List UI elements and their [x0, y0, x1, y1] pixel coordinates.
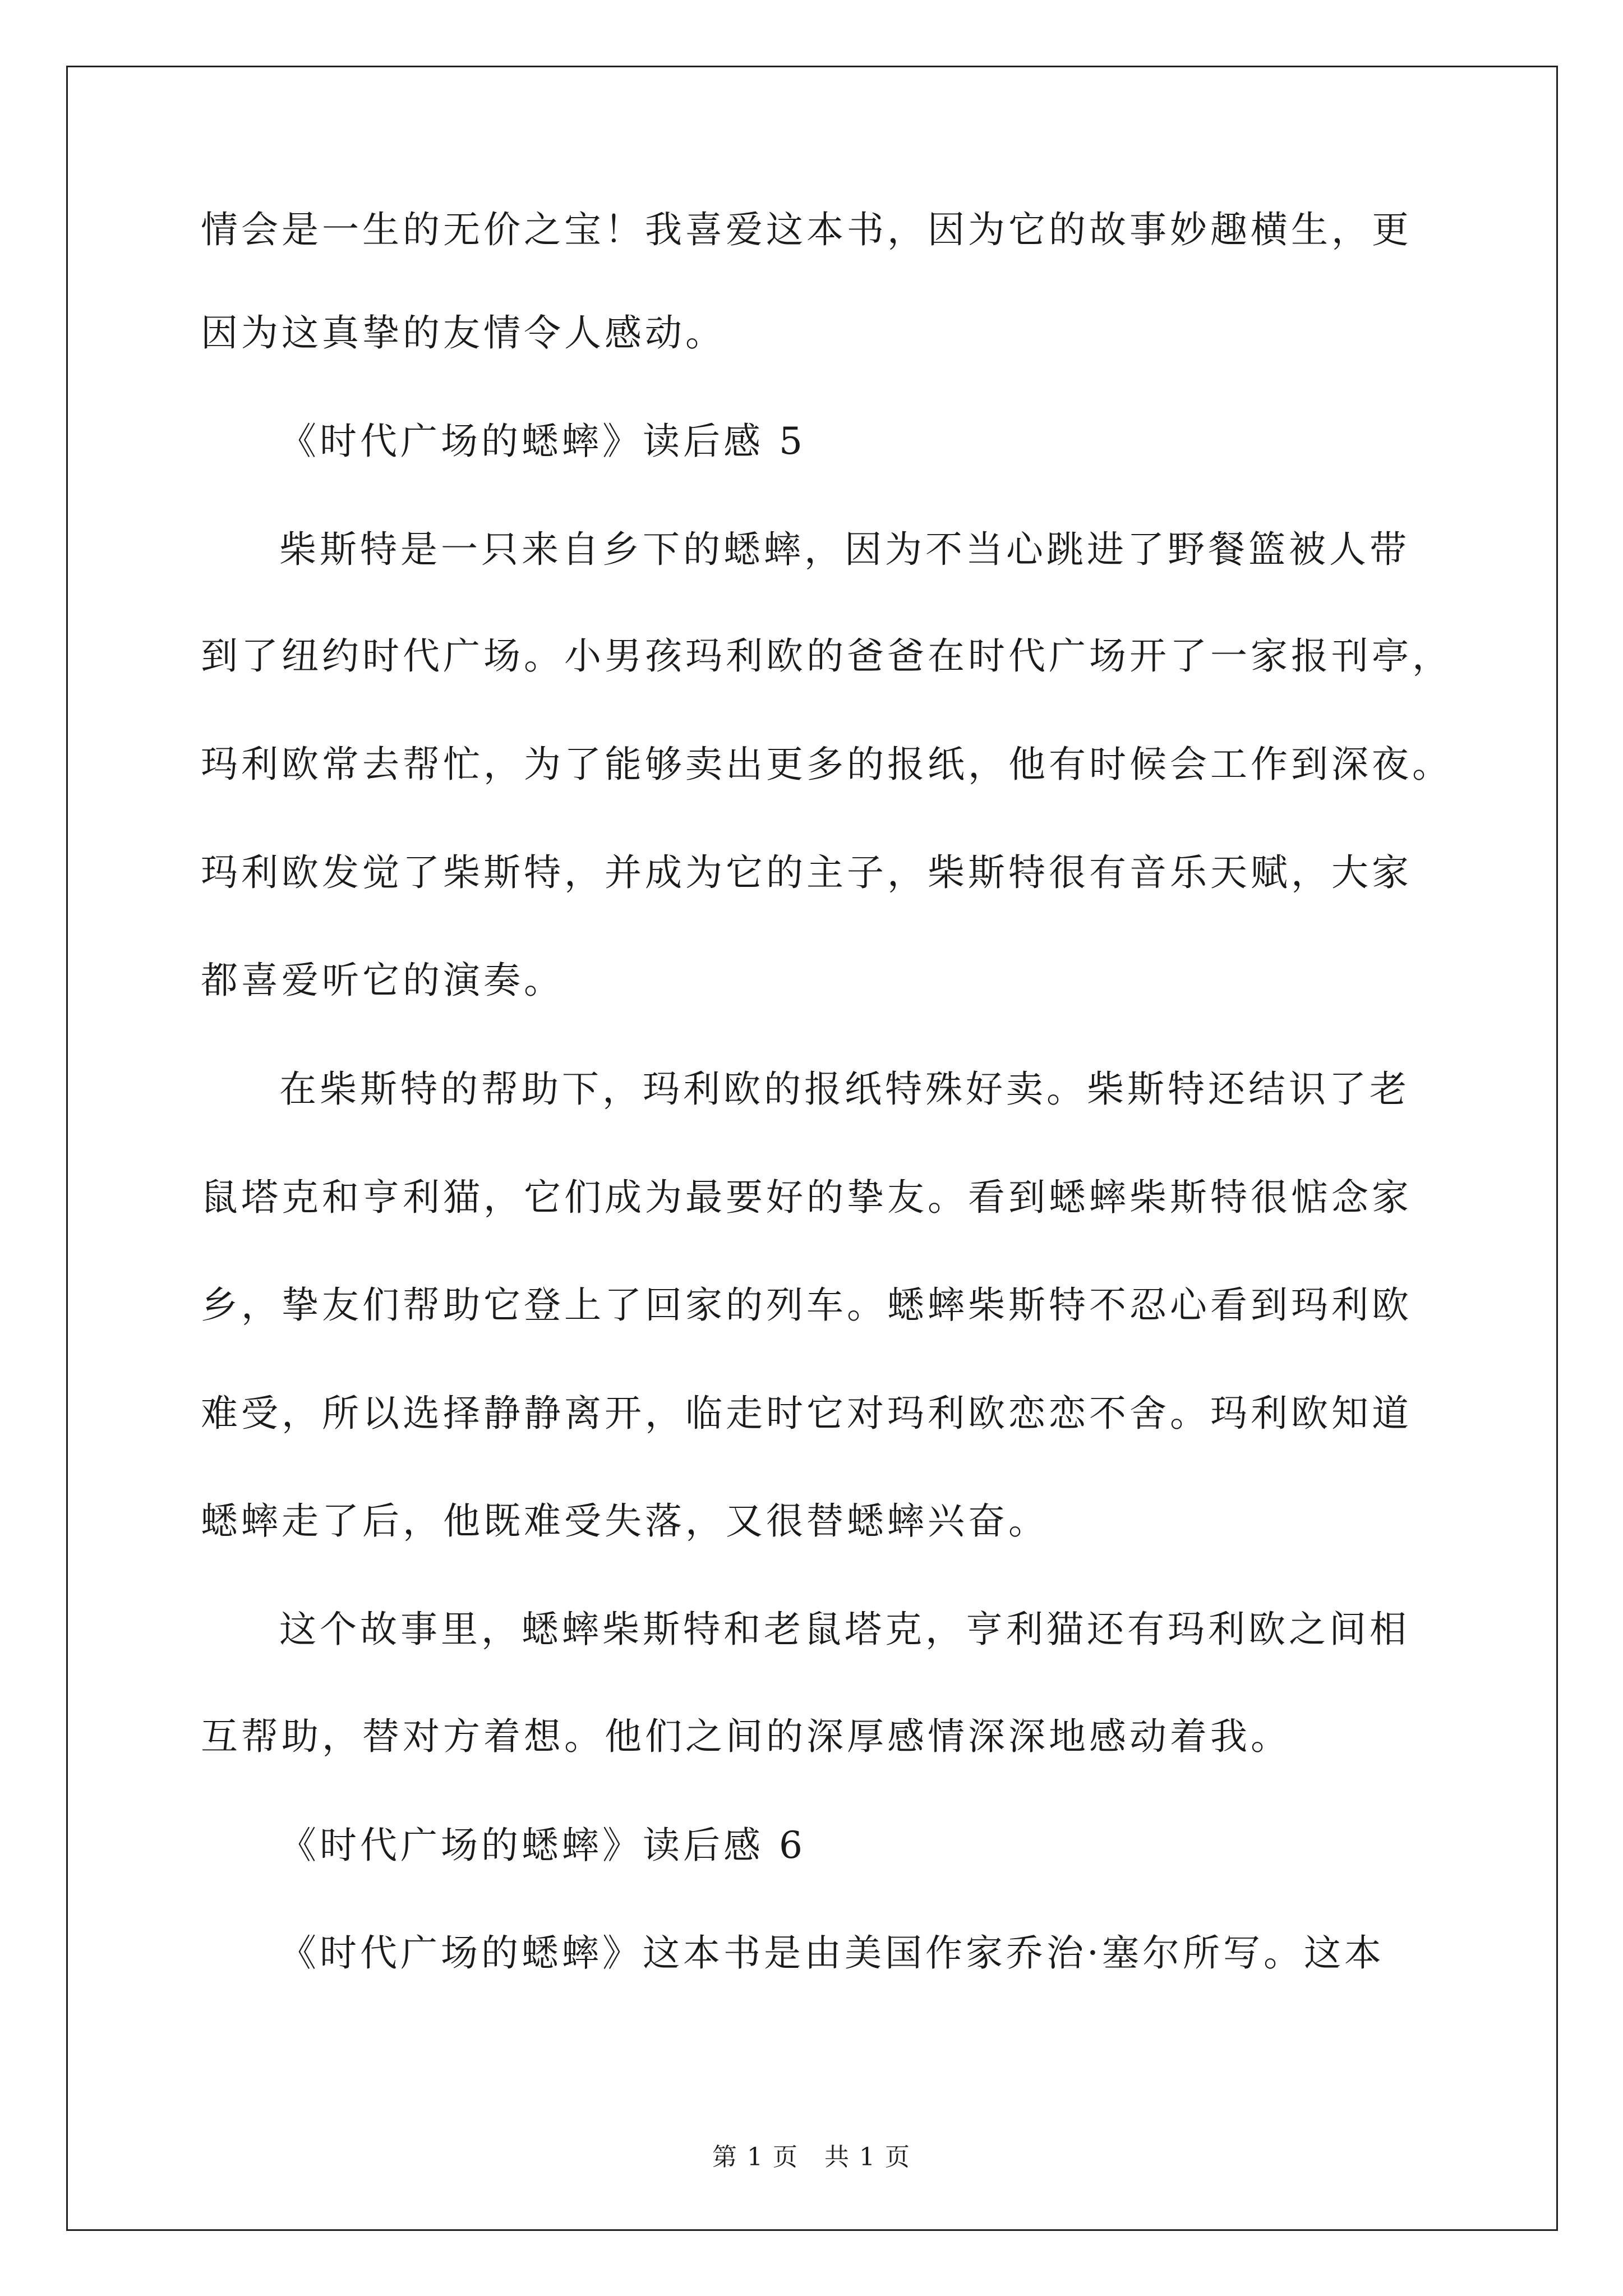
page-border: [66, 66, 1558, 2231]
text-line: 柴斯特是一只来自乡下的蟋蟀，因为不当心跳进了野餐篮被人带: [279, 528, 1410, 571]
text-line: 都喜爱听它的演奏。: [201, 959, 564, 1002]
text-line: 在柴斯特的帮助下，玛利欧的报纸特殊好卖。柴斯特还结识了老: [279, 1068, 1410, 1111]
section-heading: 《时代广场的蟋蟀》读后感 6: [279, 1824, 806, 1867]
page-footer: 第 1 页 共 1 页: [712, 2143, 911, 2171]
text-line: 乡，挚友们帮助它登上了回家的列车。蟋蟀柴斯特不忍心看到玛利欧: [201, 1283, 1412, 1327]
text-line: 《时代广场的蟋蟀》这本书是由美国作家乔治·塞尔所写。这本: [279, 1931, 1385, 1975]
text-line: 到了纽约时代广场。小男孩玛利欧的爸爸在时代广场开了一家报刊亭，: [201, 634, 1453, 678]
text-line: 因为这真挚的友情令人感动。: [201, 311, 726, 355]
text-line: 玛利欧发觉了柴斯特，并成为它的主子，柴斯特很有音乐天赋，大家: [201, 851, 1412, 894]
text-line: 情会是一生的无价之宝！我喜爱这本书，因为它的故事妙趣横生，更: [201, 208, 1412, 251]
section-heading: 《时代广场的蟋蟀》读后感 5: [279, 420, 806, 463]
text-line: 玛利欧常去帮忙，为了能够卖出更多的报纸，他有时候会工作到深夜。: [201, 743, 1453, 786]
text-line: 这个故事里，蟋蟀柴斯特和老鼠塔克，亨利猫还有玛利欧之间相: [279, 1608, 1410, 1651]
text-line: 互帮助，替对方着想。他们之间的深厚感情深深地感动着我。: [201, 1715, 1291, 1758]
text-line: 鼠塔克和亨利猫，它们成为最要好的挚友。看到蟋蟀柴斯特很惦念家: [201, 1176, 1412, 1219]
text-line: 难受，所以选择静静离开，临走时它对玛利欧恋恋不舍。玛利欧知道: [201, 1392, 1412, 1435]
text-line: 蟋蟀走了后，他既难受失落，又很替蟋蟀兴奋。: [201, 1499, 1049, 1543]
